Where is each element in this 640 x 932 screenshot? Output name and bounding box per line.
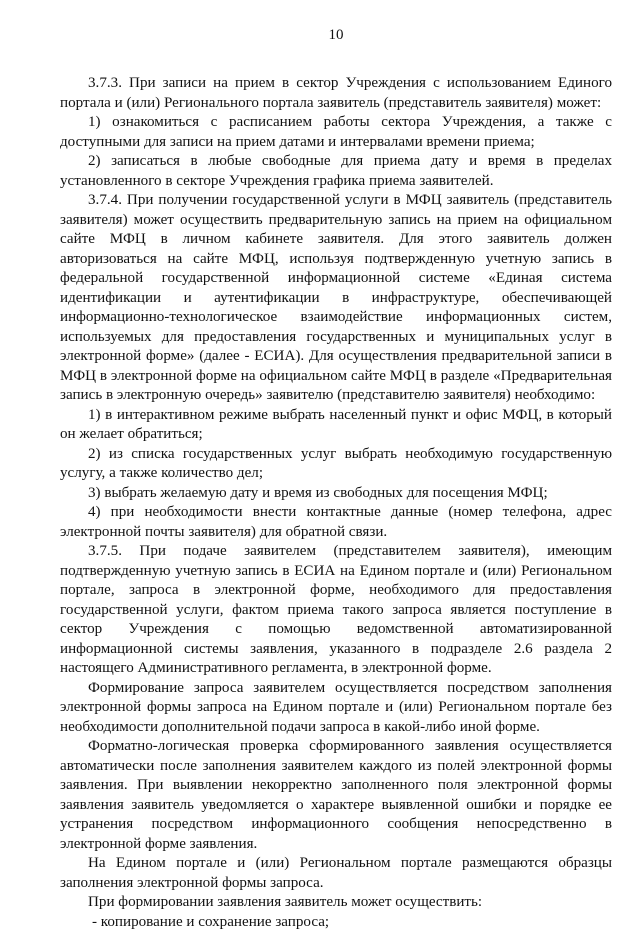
- paragraph: Формирование запроса заявителем осуществляется посредством заполнения электронной формы запроса на Едином портале и (или) Региональном портале без необходимости дополнительной подачи запроса в какой-либо иной форме.: [60, 679, 612, 738]
- paragraph: При формировании заявления заявитель может осуществить:: [60, 893, 612, 913]
- list-item: 1) в интерактивном режиме выбрать населенный пункт и офис МФЦ, в который он желает обратиться;: [60, 406, 612, 445]
- paragraph-3-7-5: 3.7.5. При подаче заявителем (представителем заявителя), имеющим подтвержденную учетную запись в ЕСИА на Едином портале и (или) Региональном портале, запроса в электронной форме, необходимого для предоставления государственной услуги, фактом приема такого запроса является поступление в сектор Учреждения с помощью ведомственной автоматизированной информационной системы заявления, указанного в подразделе 2.6 раздела 2 настоящего Административного регламента, в электронной форме.: [60, 542, 612, 679]
- list-item: - копирование и сохранение запроса;: [60, 913, 612, 932]
- document-page: [60, 0, 612, 905]
- page-number: 10: [60, 26, 612, 44]
- document-body: [60, 74, 612, 932]
- list-item: 2) из списка государственных услуг выбрать необходимую государственную услугу, а также количество дел;: [60, 445, 612, 484]
- list-item: 1) ознакомиться с расписанием работы сектора Учреждения, а также с доступными для записи на прием датами и интервалами времени приема;: [60, 113, 612, 152]
- list-item: 3) выбрать желаемую дату и время из свободных для посещения МФЦ;: [60, 484, 612, 504]
- paragraph-3-7-4: 3.7.4. При получении государственной услуги в МФЦ заявитель (представитель заявителя) может осуществить предварительную запись на прием на официальном сайте МФЦ в личном кабинете заявителя. Для этого заявитель должен авторизоваться на сайте МФЦ, используя подтвержденную учетную запись в федеральной государственной информационной системе «Единая система идентификации и аутентификации в инфраструктуре, обеспечивающей информационно-технологическое взаимодействие информационных систем, используемых для предоставления государственных и муниципальных услуг в электронной форме» (далее - ЕСИА). Для осуществления предварительной записи в МФЦ в электронной форме на официальном сайте МФЦ в разделе «Предварительная запись в электронную очередь» заявителю (представителю заявителя) необходимо:: [60, 191, 612, 406]
- list-item: 4) при необходимости внести контактные данные (номер телефона, адрес электронной почты заявителя) для обратной связи.: [60, 503, 612, 542]
- paragraph: Форматно-логическая проверка сформированного заявления осуществляется автоматически после заполнения заявителем каждого из полей электронной формы заявления. При выявлении некорректно заполненного поля электронной формы заявления заявитель уведомляется о характере выявленной ошибки и порядке ее устранения посредством информационного сообщения непосредственно в электронной форме заявления.: [60, 737, 612, 854]
- paragraph: На Едином портале и (или) Региональном портале размещаются образцы заполнения электронной формы запроса.: [60, 854, 612, 893]
- paragraph-3-7-3: 3.7.3. При записи на прием в сектор Учреждения с использованием Единого портала и (или) Регионального портала заявитель (представитель заявителя) может:: [60, 74, 612, 113]
- list-item: 2) записаться в любые свободные для приема дату и время в пределах установленного в секторе Учреждения графика приема заявителей.: [60, 152, 612, 191]
